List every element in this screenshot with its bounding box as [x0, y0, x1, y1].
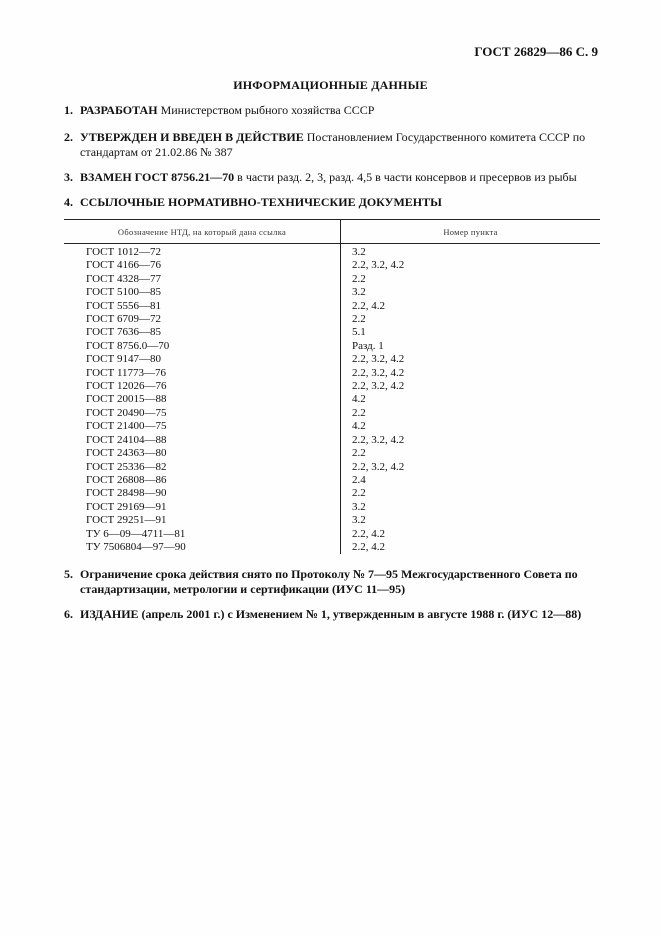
document-designation: ГОСТ 1012—72 — [64, 244, 341, 260]
info-item-4 — [64, 195, 604, 210]
document-designation: ГОСТ 26808—86 — [64, 474, 341, 487]
clause-number: 2.2, 3.2, 4.2 — [352, 380, 405, 393]
document-designation: ГОСТ 7636—85 — [64, 326, 341, 339]
document-designation: ГОСТ 25336—82 — [64, 461, 341, 474]
table-body — [64, 244, 600, 555]
table-row — [64, 393, 600, 406]
item-text: Постановлением Государственного комитета СССР по стандартам от 21.02.86 № 387 — [80, 130, 586, 159]
clause-number: 2.2 — [352, 406, 366, 419]
table-row — [64, 286, 600, 299]
info-item-6 — [64, 607, 604, 622]
document-designation: ТУ 6—09—4711—81 — [64, 528, 341, 541]
item-text: Ограничение срока действия снято по Протоколу № 7—95 Межгосударственного Совета по стандартизации, метрологии и сертификации (ИУС 11—95) — [80, 567, 578, 596]
item-number: 4. — [64, 195, 73, 209]
page-header: ГОСТ 26829—86 С. 9 — [474, 44, 598, 59]
column-header-document: Обозначение НТД, на который дана ссылка — [64, 220, 341, 244]
info-item-1 — [64, 103, 604, 118]
item-lead: РАЗРАБОТАН — [80, 103, 158, 117]
item-text: (апрель 2001 г.) с Изменением № 1, утвержденным в августе 1988 г. (ИУС 12—88) — [138, 607, 582, 621]
item-lead: ССЫЛОЧНЫЕ НОРМАТИВНО-ТЕХНИЧЕСКИЕ ДОКУМЕНТЫ — [80, 195, 442, 209]
info-item-3 — [64, 170, 604, 185]
document-designation: ГОСТ 4166—76 — [64, 259, 341, 272]
table-row — [64, 514, 600, 527]
item-number: 2. — [64, 130, 73, 144]
clause-number: 2.2, 3.2, 4.2 — [352, 366, 405, 379]
table-header-row — [64, 220, 600, 244]
table-row — [64, 461, 600, 474]
clause-number: 2.2, 4.2 — [352, 540, 385, 553]
clause-number: 4.2 — [352, 393, 366, 406]
clause-number: 2.2, 3.2, 4.2 — [352, 259, 405, 272]
table-row — [64, 353, 600, 366]
item-lead: ВЗАМЕН ГОСТ 8756.21—70 — [80, 170, 235, 184]
column-header-clause: Номер пункта — [341, 220, 601, 244]
clause-number: 2.2 — [352, 313, 366, 326]
table-row — [64, 541, 600, 554]
document-designation: ГОСТ 8756.0—70 — [64, 340, 341, 353]
document-designation: ГОСТ 11773—76 — [64, 367, 341, 380]
clause-number: 3.2 — [352, 246, 366, 258]
document-designation: ГОСТ 20015—88 — [64, 393, 341, 406]
document-designation: ГОСТ 5100—85 — [64, 286, 341, 299]
document-designation: ГОСТ 4328—77 — [64, 273, 341, 286]
table-row — [64, 273, 600, 286]
table-row — [64, 300, 600, 313]
clause-number: 2.2, 4.2 — [352, 299, 385, 312]
item-number: 6. — [64, 607, 73, 621]
table-row — [64, 407, 600, 420]
clause-number: 2.2 — [352, 487, 366, 500]
clause-number: 2.2, 3.2, 4.2 — [352, 353, 405, 366]
document-designation: ГОСТ 29251—91 — [64, 514, 341, 527]
clause-number: 4.2 — [352, 420, 366, 433]
item-text: в части разд. 2, 3, разд. 4,5 в части консервов и пресервов из рыбы — [234, 170, 577, 184]
clause-number: Разд. 1 — [352, 339, 384, 352]
table-row — [64, 244, 600, 260]
item-number: 3. — [64, 170, 73, 184]
table-row — [64, 528, 600, 541]
item-lead: ИЗДАНИЕ — [80, 607, 139, 621]
table-row — [64, 501, 600, 514]
document-designation: ГОСТ 24104—88 — [64, 434, 341, 447]
clause-number: 2.2 — [352, 272, 366, 285]
table-row — [64, 487, 600, 500]
clause-number: 2.2, 3.2, 4.2 — [352, 460, 405, 473]
document-designation: ГОСТ 24363—80 — [64, 447, 341, 460]
table-row — [64, 326, 600, 339]
clause-number: 3.2 — [352, 514, 366, 527]
document-designation: ГОСТ 9147—80 — [64, 353, 341, 366]
clause-number: 2.2, 4.2 — [352, 527, 385, 540]
item-number: 5. — [64, 567, 73, 581]
document-designation: ГОСТ 12026—76 — [64, 380, 341, 393]
item-text: Министерством рыбного хозяйства СССР — [157, 103, 375, 117]
clause-number: 2.2 — [352, 447, 366, 460]
document-designation: ГОСТ 6709—72 — [64, 313, 341, 326]
table-row — [64, 380, 600, 393]
document-designation: ГОСТ 29169—91 — [64, 501, 341, 514]
clause-number: 3.2 — [352, 286, 366, 299]
table-row — [64, 259, 600, 272]
document-designation: ГОСТ 28498—90 — [64, 487, 341, 500]
section-title: ИНФОРМАЦИОННЫЕ ДАННЫЕ — [233, 78, 428, 92]
reference-documents-table — [64, 219, 600, 554]
document-designation: ГОСТ 5556—81 — [64, 300, 341, 313]
clause-number: 2.2, 3.2, 4.2 — [352, 433, 405, 446]
item-lead: УТВЕРЖДЕН И ВВЕДЕН В ДЕЙСТВИЕ — [80, 130, 304, 144]
clause-number: 2.4 — [352, 473, 366, 486]
table-row — [64, 340, 600, 353]
table-row — [64, 434, 600, 447]
table-row — [64, 367, 600, 380]
table-row — [64, 447, 600, 460]
item-number: 1. — [64, 103, 73, 117]
table-row — [64, 474, 600, 487]
info-item-5 — [64, 567, 604, 597]
table-row — [64, 420, 600, 433]
document-designation: ГОСТ 21400—75 — [64, 420, 341, 433]
clause-number: 3.2 — [352, 500, 366, 513]
clause-number: 5.1 — [352, 326, 366, 339]
info-item-2 — [64, 130, 604, 160]
document-designation: ТУ 7506804—97—90 — [64, 541, 341, 554]
document-designation: ГОСТ 20490—75 — [64, 407, 341, 420]
table-row — [64, 313, 600, 326]
